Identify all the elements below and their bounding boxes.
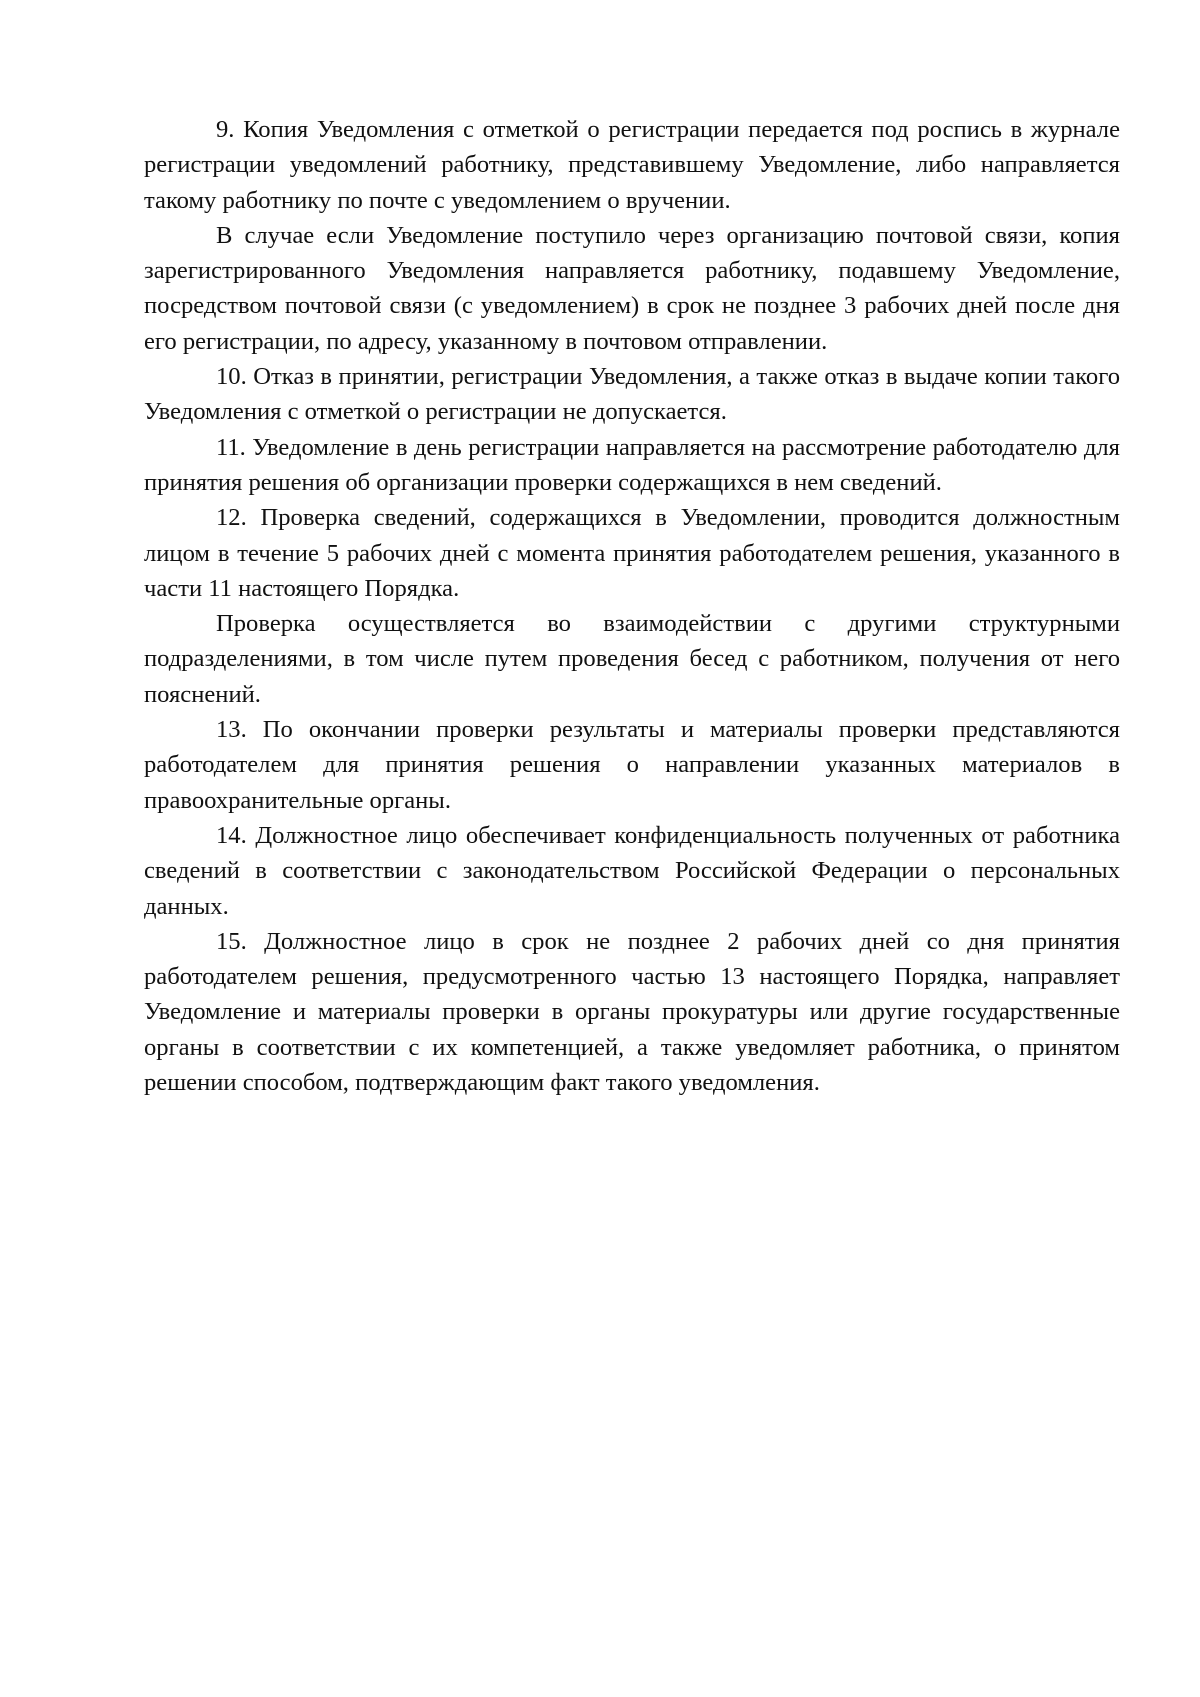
paragraph-11: 11. Уведомление в день регистрации направляется на рассмотрение работодателю для принятия решения об организации проверки содержащихся в нем сведений. — [144, 433, 1120, 496]
paragraph-12-interaction: Проверка осуществляется во взаимодействии с другими структурными подразделениями, в том числе путем проведения бесед с работником, получения от него пояснений. — [144, 610, 1120, 708]
paragraph-14: 14. Должностное лицо обеспечивает конфиденциальность полученных от работника сведений в соответствии с законодательством Российской Федерации о персональных данных. — [144, 821, 1120, 920]
paragraph-9-postal: В случае если Уведомление поступило через организацию почтовой связи, копия зарегистрированного Уведомления направляется работнику, подавшему Уведомление, посредством почтовой связи (с уведомлением) в срок не позднее 3 рабочих дней после дня его регистрации, по адресу, указанному в почтовом отправлении. — [144, 221, 1120, 355]
paragraph-10: 10. Отказ в принятии, регистрации Уведомления, а также отказ в выдаче копии такого Уведомления с отметкой о регистрации не допускается. — [144, 363, 1120, 426]
paragraph-9: 9. Копия Уведомления с отметкой о регистрации передается под роспись в журнале регистрации уведомлений работнику, представившему Уведомление, либо направляется такому работнику по почте с уведомлением о вручении. — [144, 116, 1120, 214]
document-body — [144, 112, 1120, 1100]
paragraph-13: 13. По окончании проверки результаты и материалы проверки представляются работодателем для принятия решения о направлении указанных материалов в правоохранительные органы. — [144, 716, 1120, 814]
paragraph-12: 12. Проверка сведений, содержащихся в Уведомлении, проводится должностным лицом в течение 5 рабочих дней с момента принятия работодателем решения, указанного в части 11 настоящего Порядка. — [144, 504, 1120, 602]
paragraph-15: 15. Должностное лицо в срок не позднее 2 рабочих дней со дня принятия работодателем решения, предусмотренного частью 13 настоящего Порядка, направляет Уведомление и материалы проверки в органы прокуратуры или другие государственные органы в соответствии с их компетенцией, а также уведомляет работника, о принятом решении способом, подтверждающим факт такого уведомления. — [144, 927, 1120, 1097]
